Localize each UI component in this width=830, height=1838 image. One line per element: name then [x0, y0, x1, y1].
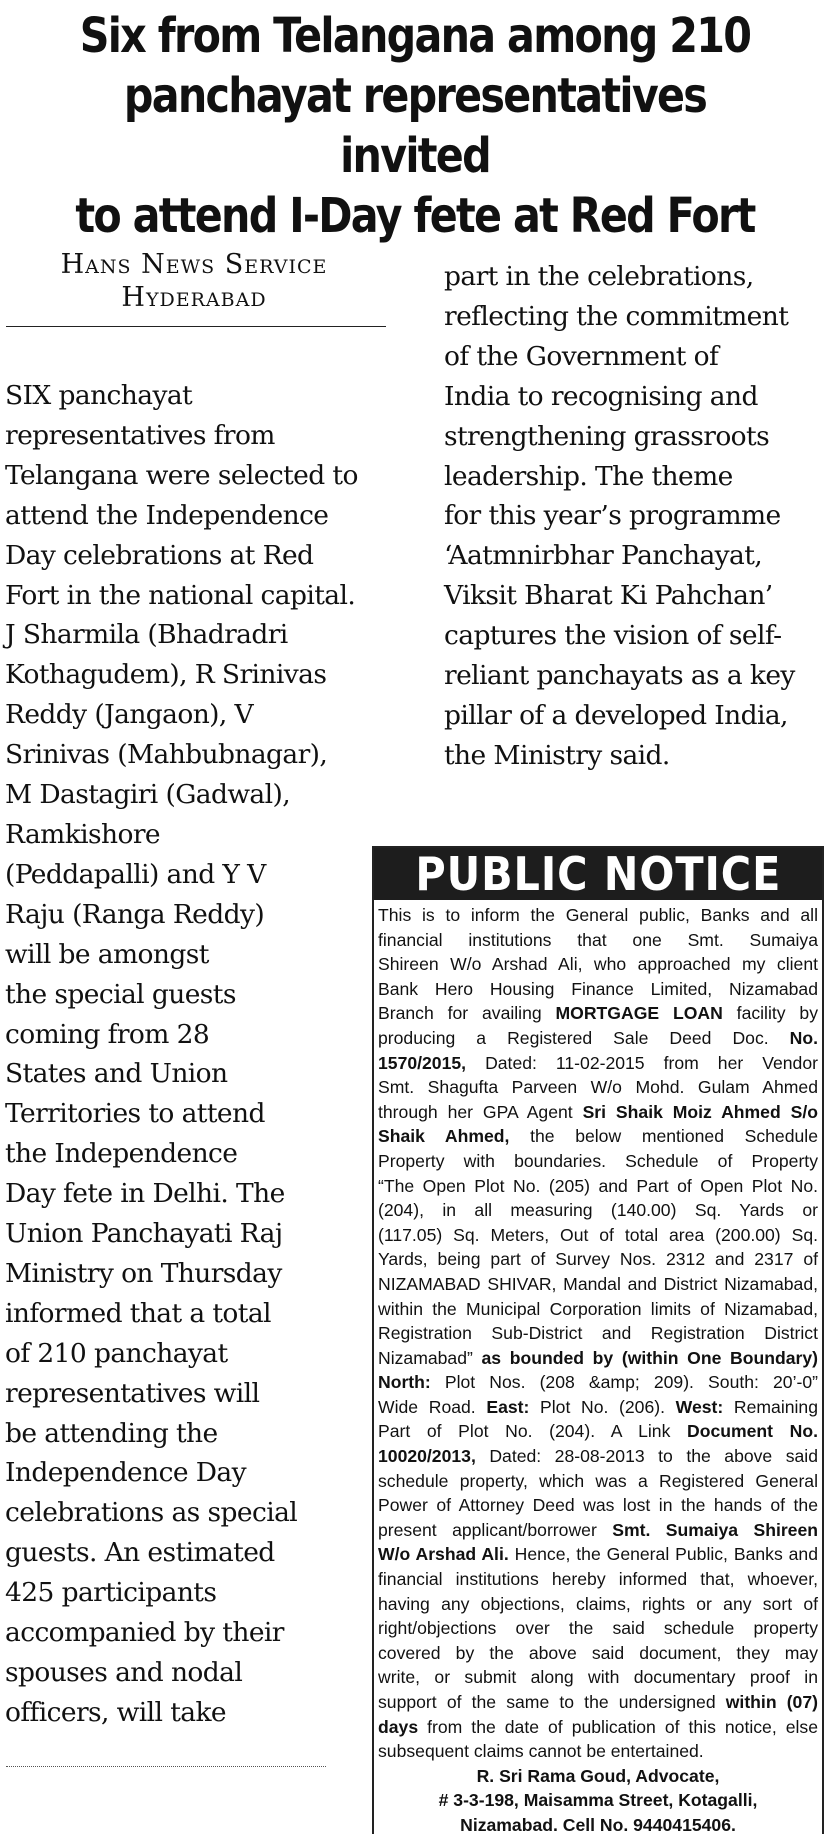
left-line: Ministry on Thursday: [5, 1257, 282, 1289]
notice-text: Plot No. (206).: [529, 1396, 676, 1417]
left-line: Raju (Ranga Reddy): [5, 898, 265, 930]
right-line: captures the vision of self-: [444, 620, 782, 652]
left-line: will be amongst: [5, 938, 209, 970]
left-line: Territories to attend: [5, 1098, 265, 1130]
notice-line: [378, 1001, 818, 1026]
notice-line: [378, 1641, 818, 1666]
notice-line: [378, 1321, 818, 1346]
notice-text: Power of Attorney Deed was lost in the hands of the: [378, 1495, 818, 1516]
public-notice-title: [374, 848, 822, 900]
notice-line: [378, 1223, 818, 1248]
notice-line: [378, 1346, 818, 1371]
left-line: Telangana were selected to: [5, 459, 358, 491]
notice-text: within the Municipal Corporation limits of Nizamabad,: [378, 1298, 818, 1319]
notice-bold-text: West:: [675, 1396, 724, 1417]
left-line: be attending the: [5, 1417, 218, 1449]
left-line: Day celebrations at Red: [5, 539, 314, 571]
right-line: the Ministry said.: [444, 739, 670, 771]
notice-text: present applicant/borrower: [378, 1519, 613, 1540]
notice-line: [378, 1174, 818, 1199]
notice-line: [378, 977, 818, 1002]
left-line: accompanied by their: [5, 1617, 284, 1649]
notice-line: [378, 1419, 818, 1444]
left-line: States and Union: [5, 1058, 228, 1090]
notice-text: support of the same to the undersigned: [378, 1692, 726, 1712]
right-line: India to recognising and: [444, 380, 758, 412]
public-notice-body: [374, 900, 822, 1764]
left-line: Reddy (Jangaon), V: [5, 699, 254, 731]
notice-text: facility by: [722, 1003, 818, 1024]
notice-text: “The Open Plot No. (205) and Part of Open Plot No.: [378, 1175, 818, 1196]
notice-text: Yards, being part of Survey Nos. 2312 and 2317 of: [378, 1249, 818, 1270]
right-line: of the Government of: [444, 340, 719, 372]
left-line: celebrations as special: [5, 1497, 298, 1529]
notice-text: Branch for availing: [378, 1003, 556, 1024]
left-line: coming from 28: [5, 1018, 210, 1050]
article-column-right: [444, 257, 824, 776]
notice-text: Dated: 28-08-2013 to the above said: [475, 1446, 818, 1467]
byline: [0, 248, 388, 314]
notice-line: [378, 1715, 818, 1740]
notice-line: [378, 1739, 818, 1764]
left-line: (Peddapalli) and Y V: [5, 858, 266, 890]
notice-line: [378, 1395, 818, 1420]
notice-text: financial institutions hereby informed that, whoever,: [378, 1569, 818, 1590]
notice-text: schedule property, which was a Registered General: [378, 1470, 818, 1491]
notice-line: [378, 1149, 818, 1174]
left-line: J Sharmila (Bhadradri: [5, 619, 288, 651]
notice-text: financial institutions that one Smt. Sumaiya: [378, 929, 818, 950]
notice-line: [378, 903, 818, 928]
notice-line: [378, 1542, 818, 1567]
left-line: M Dastagiri (Gadwal),: [5, 779, 291, 811]
notice-bold-text: W/o Arshad Ali.: [378, 1544, 509, 1565]
notice-line: [378, 1493, 818, 1518]
notice-text: from the date of publication of this notice, else: [418, 1716, 818, 1737]
notice-bold-text: Smt. Sumaiya Shireen: [612, 1519, 818, 1540]
notice-text: Remaining: [723, 1396, 818, 1417]
notice-line: [378, 1469, 818, 1494]
notice-line: [378, 1075, 818, 1100]
notice-text: (204), in all measuring (140.00) Sq. Yards or: [378, 1200, 818, 1221]
notice-line: [378, 1616, 818, 1641]
headline-line-1: Six from Telangana among 210: [79, 8, 751, 64]
notice-text: covered by the above said document, they may: [378, 1642, 818, 1663]
notice-text: producing a Registered Sale Deed Doc.: [378, 1027, 790, 1048]
notice-line: [378, 1444, 818, 1469]
notice-text: This is to inform the General public, Banks and all: [378, 905, 818, 925]
notice-bold-text: as bounded by (within One Boundary): [481, 1347, 818, 1368]
byline-place: Hyderabad: [121, 282, 267, 313]
column-end-rule: [6, 1766, 326, 1767]
headline: [0, 0, 830, 246]
notice-text: having any objections, claims, rights or any sort of: [378, 1593, 818, 1614]
notice-text: (117.05) Sq. Meters, Out of total area (200.00) Sq.: [378, 1224, 818, 1245]
left-line: attend the Independence: [5, 499, 329, 531]
notice-bold-text: MORTGAGE LOAN: [555, 1003, 723, 1024]
notice-line: [378, 1247, 818, 1272]
left-line: officers, will take: [5, 1696, 227, 1728]
left-line: Fort in the national capital.: [5, 579, 356, 611]
notice-text: Nizamabad”: [378, 1347, 482, 1368]
right-line: part in the celebrations,: [444, 261, 754, 292]
notice-bold-text: No.: [789, 1027, 818, 1048]
public-notice-title-text: PUBLIC NOTICE: [415, 847, 781, 901]
notice-bold-text: 1570/2015,: [378, 1052, 467, 1073]
notice-bold-text: within (07): [725, 1692, 818, 1712]
notice-text: Wide Road.: [378, 1396, 487, 1417]
notice-line: [378, 1124, 818, 1149]
left-line: representatives will: [5, 1377, 260, 1409]
public-notice-signature: [374, 1764, 822, 1838]
left-line: of 210 panchayat: [5, 1337, 228, 1369]
notice-text: Part of Plot No. (204). A Link: [378, 1421, 688, 1442]
notice-line: [378, 1297, 818, 1322]
notice-line: [378, 1665, 818, 1690]
left-line: Ramkishore: [5, 818, 160, 850]
right-line: Viksit Bharat Ki Pahchan’: [444, 580, 773, 612]
right-line: leadership. The theme: [444, 460, 733, 492]
public-notice: [372, 846, 824, 1834]
notice-line: [378, 1370, 818, 1395]
notice-line: [378, 928, 818, 953]
notice-text: Plot Nos. (208 &amp; 209). South: 20’-0”: [430, 1372, 818, 1393]
notice-text: Dated: 11-02-2015 from her Vendor: [466, 1052, 818, 1073]
notice-text: right/objections over the said schedule property: [378, 1618, 818, 1639]
left-line: spouses and nodal: [5, 1657, 243, 1688]
left-line: SIX panchayat: [5, 380, 193, 411]
left-line: Independence Day: [5, 1457, 246, 1489]
notice-line: [378, 1690, 818, 1715]
left-line: the Independence: [5, 1138, 238, 1170]
notice-bold-text: Shaik Ahmed,: [378, 1126, 510, 1147]
notice-text: Bank Hero Housing Finance Limited, Nizamabad: [378, 978, 818, 999]
right-line: for this year’s programme: [444, 500, 781, 532]
signature-contact: Nizamabad. Cell No. 9440415406.: [460, 1814, 736, 1835]
left-line: guests. An estimated: [5, 1537, 275, 1569]
left-line: 425 participants: [5, 1577, 217, 1609]
notice-bold-text: Sri Shaik Moiz Ahmed S/o: [582, 1101, 818, 1122]
notice-line: [378, 1051, 818, 1076]
headline-line-3: to attend I-Day fete at Red Fort: [75, 188, 755, 244]
notice-text: write, or submit along with documentary proof in: [378, 1667, 818, 1688]
notice-line: [378, 1100, 818, 1125]
notice-line: [378, 1592, 818, 1617]
notice-text: the below mentioned Schedule: [509, 1126, 818, 1147]
notice-text: Smt. Shagufta Parveen W/o Mohd. Gulam Ahmed: [378, 1077, 818, 1098]
headline-line-2: panchayat representatives invited: [123, 68, 707, 184]
notice-bold-text: East:: [486, 1396, 530, 1417]
notice-bold-text: Document No.: [687, 1421, 818, 1442]
byline-rule: [6, 326, 386, 327]
left-line: representatives from: [5, 419, 275, 451]
left-line: Union Panchayati Raj: [5, 1218, 283, 1250]
notice-line: [378, 1272, 818, 1297]
left-line: Day fete in Delhi. The: [5, 1178, 285, 1210]
notice-line: [378, 1518, 818, 1543]
notice-text: through her GPA Agent: [378, 1101, 583, 1122]
notice-bold-text: days: [378, 1716, 419, 1737]
notice-text: Shireen W/o Arshad Ali, who approached my client: [378, 954, 818, 975]
notice-text: Registration Sub-District and Registration District: [378, 1323, 818, 1344]
article-column-left: [5, 376, 385, 1733]
notice-line: [378, 1198, 818, 1223]
notice-bold-text: North:: [378, 1372, 431, 1393]
notice-text: Property with boundaries. Schedule of Property: [378, 1150, 818, 1171]
right-line: pillar of a developed India,: [444, 699, 788, 731]
left-line: the special guests: [5, 978, 236, 1010]
notice-line: [378, 1026, 818, 1051]
right-line: strengthening grassroots: [444, 420, 770, 452]
byline-agency: Hans News Service: [60, 249, 328, 280]
signature-address: # 3-3-198, Maisamma Street, Kotagalli,: [438, 1790, 758, 1811]
notice-bold-text: 10020/2013,: [378, 1446, 476, 1467]
signature-name: R. Sri Rama Goud, Advocate,: [476, 1765, 720, 1786]
notice-text: NIZAMABAD SHIVAR, Mandal and District Nizamabad,: [378, 1273, 818, 1294]
notice-line: [378, 952, 818, 977]
notice-text: subsequent claims cannot be entertained.: [378, 1741, 704, 1762]
right-line: reliant panchayats as a key: [444, 660, 795, 692]
left-line: informed that a total: [5, 1297, 271, 1329]
notice-line: [378, 1567, 818, 1592]
right-line: reflecting the commitment: [444, 300, 789, 332]
right-line: ‘Aatmnirbhar Panchayat,: [444, 540, 763, 572]
left-line: Srinivas (Mahbubnagar),: [5, 739, 328, 771]
notice-text: Hence, the General Public, Banks and: [508, 1544, 818, 1565]
left-line: Kothagudem), R Srinivas: [5, 659, 327, 691]
